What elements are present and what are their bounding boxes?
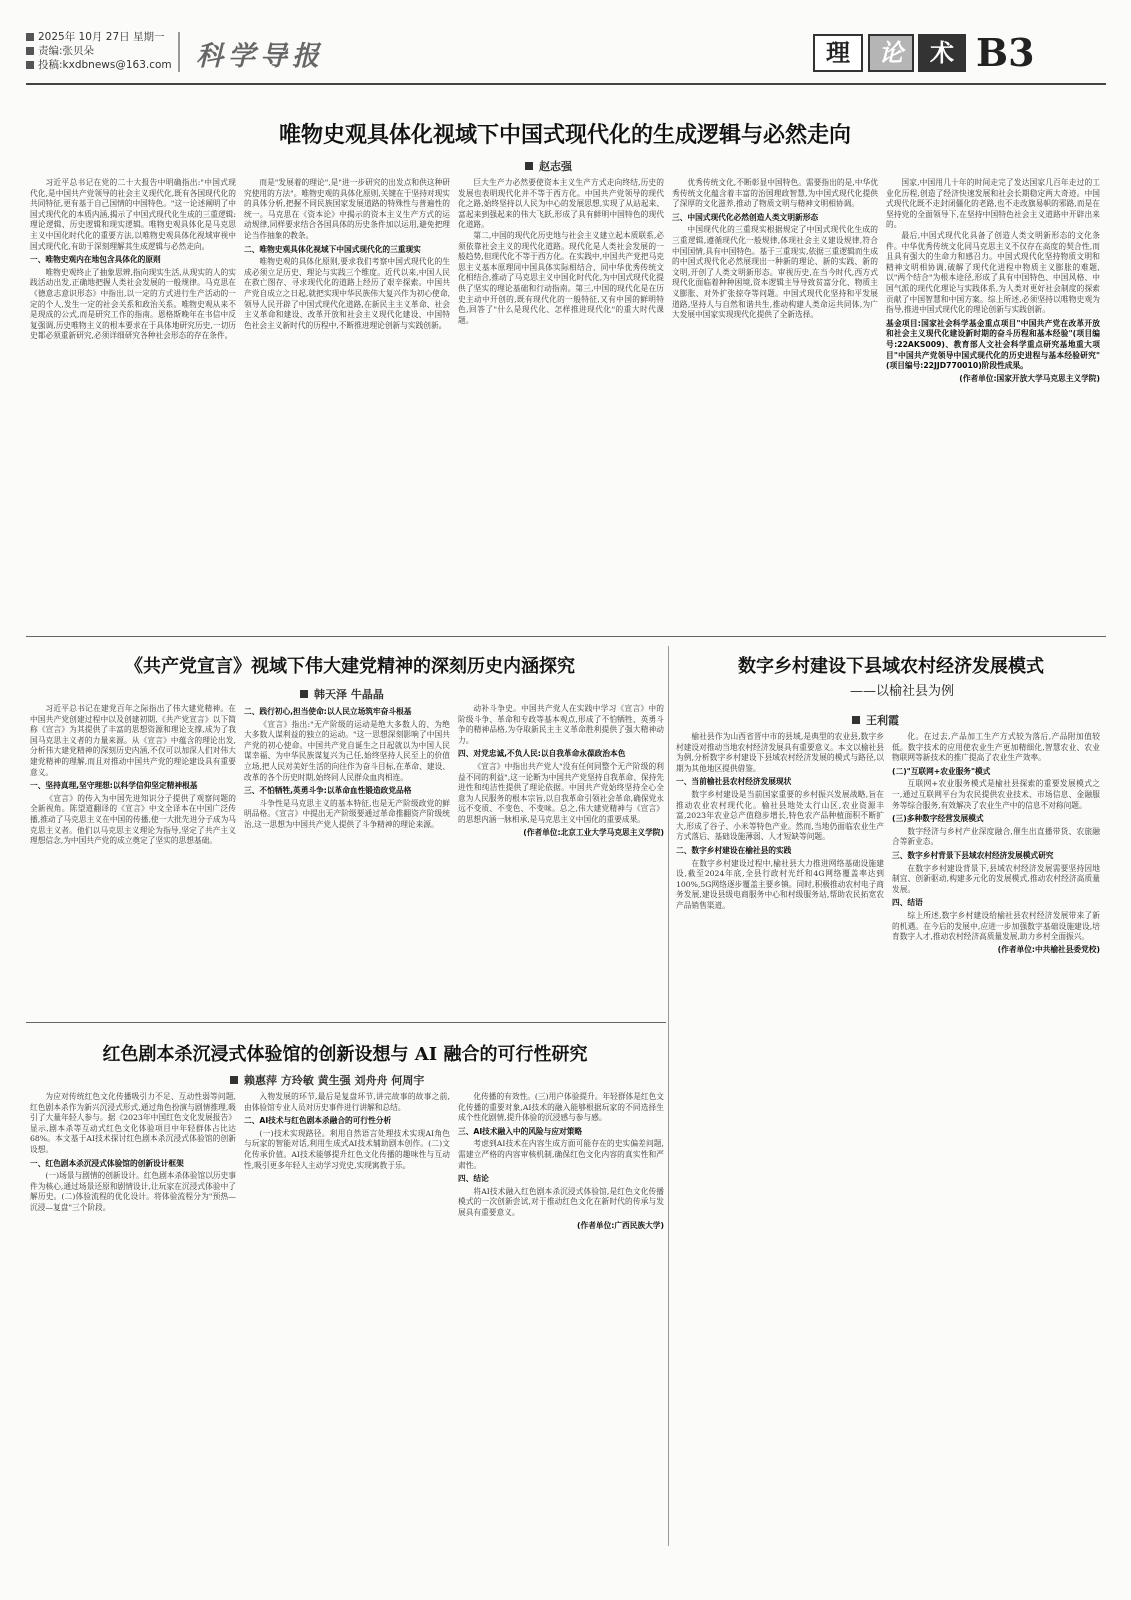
section-divider bbox=[26, 636, 1106, 637]
article1-column-4: 优秀传统文化,不断彰显中国特色。需要指出的是,中华优秀传统文化蕴含着丰富的治国理政智慧,为中国式现代化提供了深厚的文化滋养,推动了物质文明与精神文明相协调。 三、中国式现代化必然创造人类文明新形态 中国现代化的三重现实根据规定了中国式现代化生成的三重逻辑,遵循现代化一般规律,体现社会主义建设规律,符合中国国情,具有中国特色。基于三重现实,依据三重逻辑而生成的中国式现代化必然展现出一种新的理论、新的实践、新的文明,开创了人类文明新形态。审视历史,在当今时代,西方式现代化面临着种种困境,资本逻辑主导导致贫富分化、物质主义膨胀、对外扩张掠夺等问题。中国式现代化坚持和平发展道路,坚持人与自然和谐共生,推动构建人类命运共同体,为广大发展中国家实现现代化提供了全新选择。 bbox=[672, 178, 878, 320]
funding-note: 基金项目:国家社会科学基金重点项目"中国共产党在改革开放和社会主义现代化建设新时期的奋斗历程和基本经验"(项目编号:22AKS009)、教育部人文社会科学重点研究基地重大项目"中国共产党领导中国式现代化的历史进程与基本经验研究"(项目编号:22JJD770010)阶段性成果。 bbox=[886, 318, 1100, 371]
article3-column-1: 榆社县作为山西省晋中市的县域,是典型的农业县,数字乡村建设对推动当地农村经济发展具有重要意义。本文以榆社县为例,分析数字乡村建设下县域农村经济发展的模式与路径,以期为其他地区提供借鉴。 一、当前榆社县农村经济发展现状 数字乡村建设是当前国家重要的乡村振兴发展战略,旨在推动农业农村现代化。榆社县地处太行山区,农业资源丰富,2023年农业总产值稳步增长,特色农产品种植面积不断扩大,形成了谷子、小米等特色产业。然而,当地仍面临农业生产方式落后、基础设施薄弱、人才短缺等问题。 二、数字乡村建设在榆社县的实践 在数字乡村建设过程中,榆社县大力推进网络基础设施建设,截至2024年底,全县行政村光纤和4G网络覆盖率达到100%,5G网络逐步覆盖主要乡镇。同时,积极推动农村电子商务发展,建设县级电商服务中心和村级服务站,帮助农民拓宽农产品销售渠道。 bbox=[676, 732, 884, 910]
article2-byline: 韩天泽 牛晶晶 bbox=[300, 686, 384, 702]
paper-logo: 科学导报 bbox=[196, 41, 324, 72]
section-divider-lower bbox=[26, 1022, 666, 1023]
article1-byline: 赵志强 bbox=[525, 158, 572, 174]
square-bullet-icon bbox=[852, 716, 860, 724]
square-bullet-icon bbox=[26, 61, 34, 69]
issue-meta bbox=[26, 30, 172, 72]
article2-column-3: 动补斗争史。中国共产党人在实践中学习《宣言》中的阶级斗争、革命和专政等基本观点,形成了不怕牺牲、英勇斗争的精神品格,为夺取新民主主义革命胜利提供了强大精神动力。 四、对党忠诚,不负人民:以自我革命永葆政治本色 《宣言》中指出共产党人"没有任何同整个无产阶级的利益不同的利益",这一论断为中国共产党坚持自我革命、保持先进性和纯洁性提供了理论依据。中国共产党始终坚持全心全意为人民服务的根本宗旨,以自我革命引领社会革命,确保党永远不变质、不变色、不变味。总之,伟大建党精神与《宣言》的思想内涵一脉相承,是马克思主义中国化的重要成果。 (作者单位:北京工业大学马克思主义学院) bbox=[458, 704, 664, 837]
section-char-1: 理 bbox=[813, 34, 863, 72]
section-char-2: 论 bbox=[868, 34, 914, 72]
article2-affiliation: (作者单位:北京工业大学马克思主义学院) bbox=[523, 827, 664, 837]
article4-byline: 赖惠萍 方玲敏 黄生强 刘舟舟 何周宇 bbox=[230, 1072, 424, 1088]
article3-title: 数字乡村建设下县域农村经济发展模式 bbox=[738, 656, 1044, 677]
article1-title: 唯物史观具体化视域下中国式现代化的生成逻辑与必然走向 bbox=[278, 122, 851, 148]
article1-column-1: 习近平总书记在党的二十大报告中明确指出:"中国式现代化,是中国共产党领导的社会主义现代化,既有各国现代化的共同特征,更有基于自己国情的中国特色。"这一论述阐明了中国式现代化的本质内涵,揭示了中国式现代化生成的三重逻辑:理论逻辑、历史逻辑和现实逻辑。唯物史观具体化是马克思主义中国化时代化的重要方法,以唯物史观具体化视域审视中国式现代化,有助于深刻理解其生成逻辑与必然走向。 一、唯物史观内在地包含具体化的原则 唯物史观终止了抽象思辨,指向现实生活,从现实的人的实践活动出发,正确地把握人类社会发展的一般规律。马克思在《德意志意识形态》中指出,以一定的方式进行生产活动的一定的个人,发生一定的社会关系和政治关系。唯物史观从来不是现成的公式,而是研究工作的指南。恩格斯晚年在书信中反复强调,历史唯物主义的根本要求在于具体地研究历史,一切历史都必须重新研究,必须详细研究各种社会形态的存在条件。 bbox=[30, 178, 236, 341]
email-line: 投稿:kxdbnews@163.com bbox=[26, 58, 172, 72]
editor-line: 责编:张贝朵 bbox=[26, 44, 172, 58]
square-bullet-icon bbox=[300, 690, 308, 698]
article4-column-1: 为应对传统红色文化传播吸引力不足、互动性弱等问题,红色剧本杀作为新兴沉浸式形式,通过角色扮演与剧情推理,吸引了大量年轻人参与。据《2023年中国红色文化发展报告》显示,剧本杀等互动式红色文化体验项目中年轻群体占比达68%。本文基于AI技术探讨红色剧本杀沉浸式体验馆的创新设想。 一、红色剧本杀沉浸式体验馆的创新设计框架 (一)场景与剧情的创新设计。红色剧本杀体验馆以历史事件为核心,通过场景还原和剧情设计,让玩家在沉浸式体验中了解历史。(二)体验流程的优化设计。将体验流程分为"预热—沉浸—复盘"三个阶段。 bbox=[30, 1092, 236, 1212]
section-char-3: 术 bbox=[918, 34, 966, 72]
column-divider bbox=[668, 646, 669, 1546]
page-number: B3 bbox=[976, 30, 1035, 75]
article3-subtitle: ——以榆社县为例 bbox=[850, 684, 955, 699]
article2-column-2: 二、践行初心,担当使命:以人民立场筑牢奋斗根基 《宣言》指出:"无产阶级的运动是绝大多数人的、为绝大多数人谋利益的独立的运动。"这一思想深刻影响了中国共产党的初心使命。中国共产党自诞生之日起就以为中国人民谋幸福、为中华民族谋复兴为己任,始终坚持人民至上的价值立场,把人民对美好生活的向往作为奋斗目标,在革命、建设、改革的各个历史时期,始终同人民群众血肉相连。 三、不怕牺牲,英勇斗争:以革命血性锻造政党品格 斗争性是马克思主义的基本特征,也是无产阶级政党的鲜明品格。《宣言》中提出无产阶级要通过革命推翻资产阶级统治,这一思想为中国共产党人提供了斗争精神的理论来源。 bbox=[244, 707, 450, 829]
masthead-divider bbox=[178, 32, 180, 72]
masthead bbox=[26, 30, 1106, 80]
square-bullet-icon bbox=[26, 33, 34, 41]
article4-column-2: 入物发展的环节,最后是复盘环节,讲完故事的故事之前,由体验馆专业人员对历史事件进行讲解和总结。 二、AI技术与红色剧本杀融合的可行性分析 (一)技术实现路径。利用自然语言处理技术实现AI角色与玩家的智能对话,利用生成式AI技术辅助剧本创作。(二)文化传承价值。AI技术能够提升红色文化传播的趣味性与互动性,吸引更多年轻人主动学习党史,实现寓教于乐。 bbox=[244, 1092, 450, 1170]
date-line: 2025年 10月 27日 星期一 bbox=[26, 30, 172, 44]
article3-byline: 王利霞 bbox=[852, 712, 899, 728]
square-bullet-icon bbox=[26, 47, 34, 55]
article1-column-2: 而是"发展着的理论",是"进一步研究的出发点和供这种研究使用的方法"。唯物史观的具体化原则,关键在于坚持对现实的具体分析,把握不同民族国家发展道路的特殊性与普遍性的统一。马克思在《资本论》中揭示的资本主义生产方式的运动规律,同样要求结合各国具体的历史条件加以运用,避免把理论当作抽象的教条。 二、唯物史观具体化视域下中国式现代化的三重现实 唯物史观的具体化原则,要求我们考察中国式现代化的生成必须立足历史、理论与实践三个维度。近代以来,中国人民在救亡图存、寻求现代化的道路上经历了艰辛探索。中国共产党自成立之日起,就把实现中华民族伟大复兴作为初心使命,领导人民开辟了中国式现代化道路,在新民主主义革命、社会主义革命和建设、改革开放和社会主义现代化建设、中国特色社会主义新时代的历程中,不断推进理论创新与实践创新。 bbox=[244, 178, 450, 330]
article4-affiliation: (作者单位:广西民族大学) bbox=[577, 1220, 664, 1230]
square-bullet-icon bbox=[230, 1076, 238, 1084]
article1-affiliation: (作者单位:国家开放大学马克思主义学院) bbox=[959, 373, 1100, 383]
article1-column-5: 国家,中国用几十年的时间走完了发达国家几百年走过的工业化历程,创造了经济快速发展和社会长期稳定两大奇迹。中国式现代化既不走封闭僵化的老路,也不走改旗易帜的邪路,而是在坚持党的全面领导下,在坚持中国特色社会主义道路中开辟出来的。 最后,中国式现代化具备了创造人类文明新形态的文化条件。中华优秀传统文化同马克思主义不仅存在高度的契合性,而且具有强大的生命力和感召力。中国式现代化坚持物质文明和精神文明相协调,破解了现代化进程中物质主义膨胀的难题,以"两个结合"为根本途径,形成了具有中国特色、中国风格、中国气派的现代化理论与实践体系,为人类对更好社会制度的探索贡献了中国智慧和中国方案。综上所述,必须坚持以唯物史观为指导,推进中国式现代化的理论创新与实践创新。 基金项目:国家社会科学基金重点项目"中国共产党在改革开放和社会主义现代化建设新时期的奋斗历程和基本经验"(项目编号:22AKS009)、教育部人文社会科学重点研究基地重大项目"中国共产党领导中国式现代化的历史进程与基本经验研究"(项目编号:22JJD770010)阶段性成果。 (作者单位:国家开放大学马克思主义学院) bbox=[886, 178, 1100, 383]
article4-title: 红色剧本杀沉浸式体验馆的创新设想与 AI 融合的可行性研究 bbox=[102, 1044, 588, 1065]
article3-column-2: 化。在过去,产品加工生产方式较为落后,产品附加值较低。数字技术的应用使农业生产更加精细化,智慧农业、农业物联网等新技术的推广提高了农业生产效率。 (二)"互联网+农业服务"模式 互联网+农业服务模式是榆社县探索的重要发展模式之一,通过互联网平台为农民提供农业技术、市场信息、金融服务等综合服务,有效解决了农业生产中的信息不对称问题。 (三)多种数字经营发展模式 数字经济与乡村产业深度融合,催生出直播带货、农旅融合等新业态。 三、数字乡村背景下县域农村经济发展模式研究 在数字乡村建设背景下,县域农村经济发展需要坚持因地制宜、创新驱动,构建多元化的发展模式,推动农村经济高质量发展。 四、结语 综上所述,数字乡村建设给榆社县农村经济发展带来了新的机遇。在今后的发展中,应进一步加强数字基础设施建设,培育数字人才,推动农村经济高质量发展,助力乡村全面振兴。 (作者单位:中共榆社县委党校) bbox=[892, 732, 1100, 954]
masthead-rule bbox=[26, 83, 1106, 85]
article2-title: 《共产党宣言》视域下伟大建党精神的深刻历史内涵探究 bbox=[125, 656, 575, 677]
article4-column-3: 化传播的有效性。(三)用户体验提升。年轻群体是红色文化传播的重要对象,AI技术的融入能够根据玩家的不同选择生成个性化剧情,提升体验的沉浸感与参与感。 三、AI技术融入中的风险与应对策略 考虑到AI技术在内容生成方面可能存在的史实偏差问题,需建立严格的内容审核机制,确保红色文化内容的真实性和严肃性。 四、结论 将AI技术融入红色剧本杀沉浸式体验馆,是红色文化传播模式的一次创新尝试,对于推动红色文化在新时代的传承与发展具有重要意义。 (作者单位:广西民族大学) bbox=[458, 1092, 664, 1230]
square-bullet-icon bbox=[525, 162, 533, 170]
article2-column-1: 习近平总书记在建党百年之际指出了伟大建党精神。在中国共产党创建过程中以及创建初期,《共产党宣言》以下简称《宣言》为其提供了丰富的思想资源和理论支撑,成为了我国马克思主义者的力量来源。从《宣言》中蕴含的理论出发,分析伟大建党精神的深刻历史内涵,不仅可以加深人们对伟大建党精神的理解,而且对推动中国共产党的理论建设具有重要意义。 一、坚持真理,坚守理想:以科学信仰坚定精神根基 《宣言》的传入为中国先进知识分子提供了观察问题的全新视角。陈望道翻译的《宣言》中文全译本在中国广泛传播,推动了马克思主义在中国的传播,使一大批先进分子成为马克思主义者。他们以马克思主义理论为指导,坚定了共产主义理想信念,为中国共产党的成立奠定了坚实的思想基础。 bbox=[30, 704, 236, 846]
article1-column-3: 巨大生产力必然要使资本主义生产方式走向终结,历史的发展也表明现代化并不等于西方化。中国共产党领导的现代化之路,始终坚持以人民为中心的发展思想,实现了从站起来、富起来到强起来的伟大飞跃,形成了具有鲜明中国特色的现代化道路。 第二,中国的现代化历史地与社会主义建立起本质联系,必须依靠社会主义的现代化道路。现代化是人类社会发展的一般趋势,但现代化不等于西方化。在实践中,中国共产党把马克思主义基本原理同中国具体实际相结合、同中华优秀传统文化相结合,推动了马克思主义中国化时代化,为中国式现代化提供了坚实的理论基础和行动指南。第三,中国的现代化是在历史主动中开创的,既有现代化的一般特征,又有中国的鲜明特色,回答了"什么是现代化、怎样推进现代化"的重大时代课题。 bbox=[458, 178, 664, 325]
article3-affiliation: (作者单位:中共榆社县委党校) bbox=[997, 944, 1100, 954]
